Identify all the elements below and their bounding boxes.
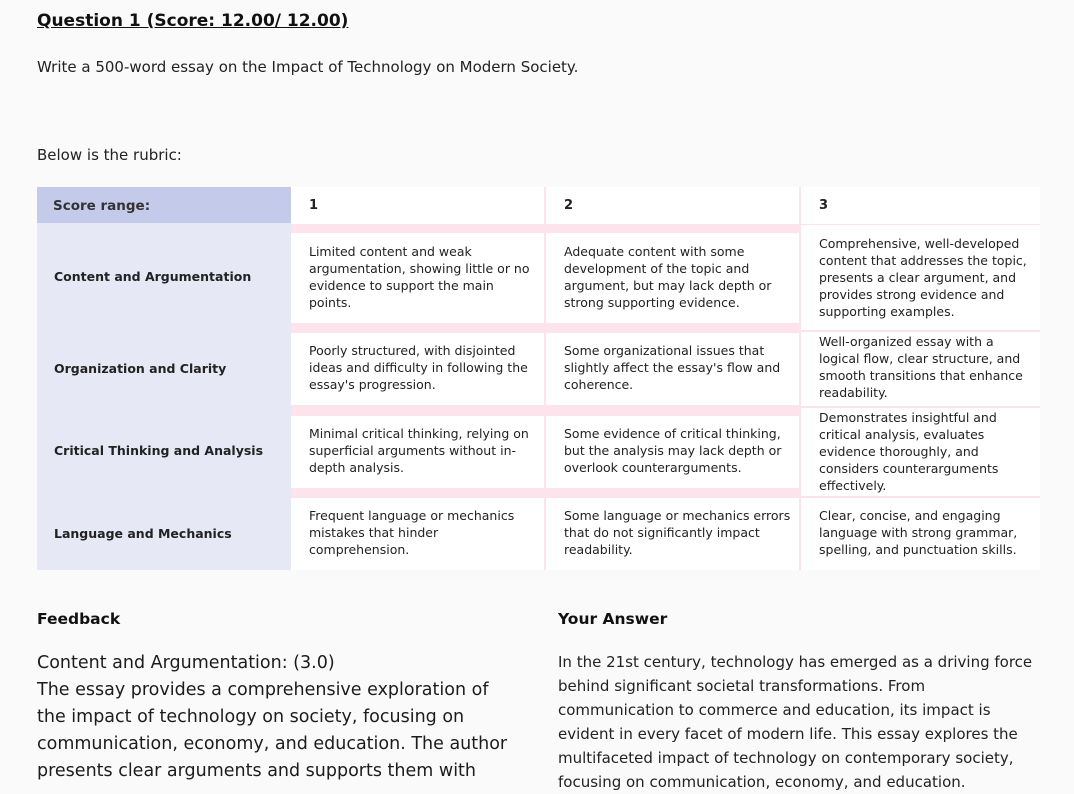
rubric-cell: Well-organized essay with a logical flow, clear structure, and smooth transitions that enhance readability. xyxy=(801,332,1040,406)
your-answer-text: In the 21st century, technology has emerged as a driving force behind significant societal transformations. From communication to commerce and education, its impact is evident in every facet of modern life. This essay explores the multifaceted impact of technology on contemporary society, focusing on communication, economy, and education. xyxy=(558,653,1033,791)
rubric-cell: Demonstrates insightful and critical analysis, evaluates evidence thoroughly, and considers counterarguments effectively. xyxy=(801,408,1040,496)
criterion-content: Content and Argumentation xyxy=(54,269,252,284)
score-header-3: 3 xyxy=(801,187,1040,224)
criterion-critical-thinking: Critical Thinking and Analysis xyxy=(54,443,264,458)
feedback-body xyxy=(37,650,517,785)
feedback-title: Feedback xyxy=(37,610,121,628)
rubric-cell: Some language or mechanics errors that do not significantly impact readability. xyxy=(546,498,799,570)
score-range-header: Score range: xyxy=(37,187,291,223)
score-header-1: 1 xyxy=(291,187,544,224)
rubric-cell: Limited content and weak argumentation, showing little or no evidence to support the main points. xyxy=(291,233,544,323)
rubric-cell: Clear, concise, and engaging language with strong grammar, spelling, and punctuation skills. xyxy=(801,498,1040,570)
question-title: Question 1 (Score: 12.00/ 12.00) xyxy=(37,11,349,31)
rubric-cell: Minimal critical thinking, relying on superficial arguments without in-depth analysis. xyxy=(291,416,544,488)
rubric-cell: Some evidence of critical thinking, but the analysis may lack depth or overlook counterarguments. xyxy=(546,416,799,488)
criterion-organization: Organization and Clarity xyxy=(54,361,227,376)
rubric-criteria-column xyxy=(37,187,291,570)
rubric-cell: Comprehensive, well-developed content that addresses the topic, presents a clear argument, and provides strong evidence and supporting examples. xyxy=(801,225,1040,330)
rubric-cell: Some organizational issues that slightly affect the essay's flow and coherence. xyxy=(546,333,799,405)
feedback-text: The essay provides a comprehensive exploration of the impact of technology on society, focusing on communication, economy, and education. The author presents clear arguments and supports them with xyxy=(37,680,508,781)
rubric-intro: Below is the rubric: xyxy=(37,146,182,164)
rubric-cell: Poorly structured, with disjointed ideas and difficulty in following the essay's progression. xyxy=(291,333,544,405)
rubric-table xyxy=(37,187,1040,570)
question-prompt: Write a 500-word essay on the Impact of Technology on Modern Society. xyxy=(37,58,579,76)
criterion-language: Language and Mechanics xyxy=(54,526,232,541)
your-answer-title: Your Answer xyxy=(558,610,668,628)
rubric-cell: Frequent language or mechanics mistakes that hinder comprehension. xyxy=(291,498,544,570)
score-header-2: 2 xyxy=(546,187,799,224)
feedback-criterion-score: Content and Argumentation: (3.0) xyxy=(37,653,335,673)
rubric-cell: Adequate content with some development of the topic and argument, but may lack depth or strong supporting evidence. xyxy=(546,233,799,323)
rubric-score-columns xyxy=(291,187,1040,570)
